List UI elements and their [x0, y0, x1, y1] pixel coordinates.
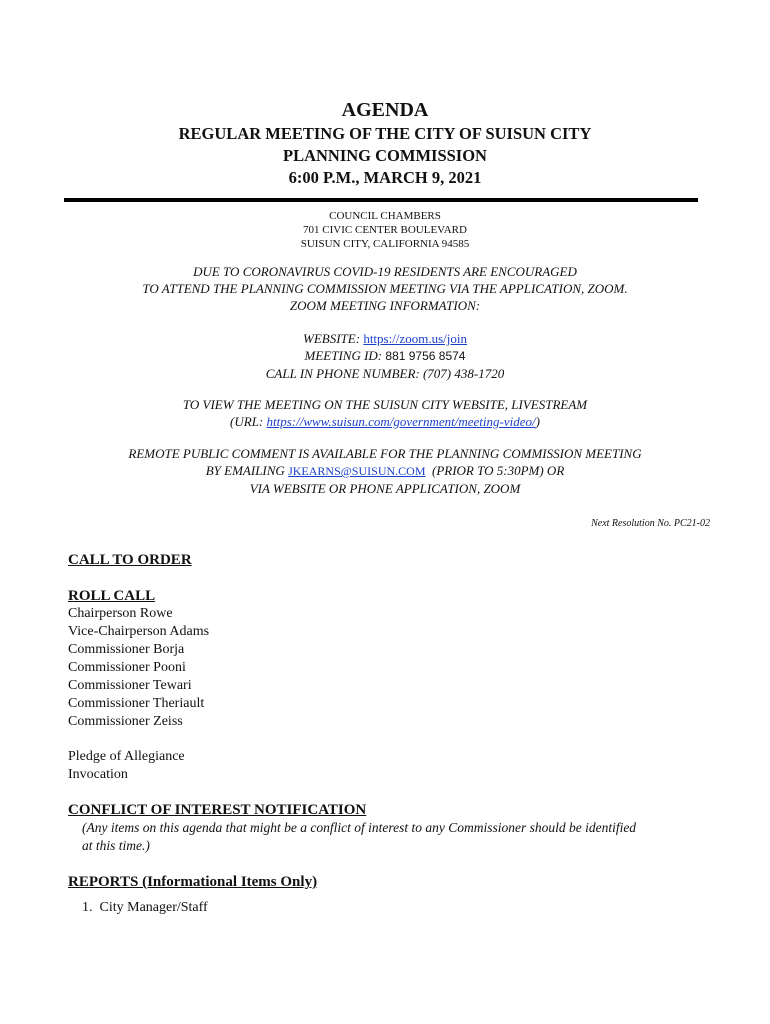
covid-notice — [0, 263, 770, 314]
covid-line-1: DUE TO CORONAVIRUS COVID-19 RESIDENTS ARE ENCOURAGED — [193, 264, 577, 279]
meeting-id-label: MEETING ID: — [304, 348, 383, 363]
roll-call-section — [68, 587, 718, 731]
roll-call-member: Chairperson Rowe — [68, 606, 173, 621]
conflict-heading: CONFLICT OF INTEREST NOTIFICATION — [68, 802, 367, 818]
list-item: 1. City Manager/Staff — [82, 900, 208, 915]
roll-call-member: Commissioner Borja — [68, 642, 185, 657]
call-to-order-heading: CALL TO ORDER — [68, 552, 192, 568]
reports-section — [68, 873, 718, 917]
next-resolution-number: Next Resolution No. PC21-02 — [591, 518, 710, 529]
meeting-id-value: 881 9756 8574 — [385, 349, 466, 363]
roll-call-member: Commissioner Zeiss — [68, 714, 183, 729]
header-divider — [64, 198, 698, 202]
remote-comment-info — [0, 445, 770, 497]
email-link[interactable]: JKEARNS@SUISUN.COM — [288, 464, 426, 478]
livestream-url-line — [0, 413, 770, 430]
agenda-title: AGENDA — [341, 99, 429, 121]
roll-call-member: Commissioner Tewari — [68, 678, 192, 693]
agenda-header — [0, 97, 770, 189]
address-line-1: COUNCIL CHAMBERS — [329, 210, 441, 222]
call-to-order-section — [68, 551, 718, 569]
remote-line-1: REMOTE PUBLIC COMMENT IS AVAILABLE FOR THE PLANNING COMMISSION MEETING — [128, 446, 642, 461]
address-line-3: SUISUN CITY, CALIFORNIA 94585 — [300, 238, 470, 250]
livestream-url-suffix: ) — [535, 414, 540, 429]
zoom-info — [0, 330, 770, 382]
meeting-name: REGULAR MEETING OF THE CITY OF SUISUN CITY — [178, 124, 592, 143]
remote-line-2-suffix: (PRIOR TO 5:30PM) OR — [425, 463, 565, 478]
zoom-join-link[interactable]: https://zoom.us/join — [363, 331, 467, 346]
zoom-phone-line: CALL IN PHONE NUMBER: (707) 438-1720 — [265, 366, 505, 381]
livestream-info — [0, 396, 770, 430]
livestream-line-1: TO VIEW THE MEETING ON THE SUISUN CITY WEBSITE, LIVESTREAM — [182, 397, 588, 412]
remote-line-3: VIA WEBSITE OR PHONE APPLICATION, ZOOM — [249, 481, 521, 496]
zoom-website-line — [0, 330, 770, 347]
opening-section — [68, 748, 718, 784]
roll-call-member: Vice-Chairperson Adams — [68, 624, 210, 639]
invocation: Invocation — [68, 767, 128, 782]
website-label: WEBSITE: — [303, 331, 361, 346]
zoom-meeting-id-line — [0, 347, 770, 365]
roll-call-member: Commissioner Theriault — [68, 696, 205, 711]
pledge-of-allegiance: Pledge of Allegiance — [68, 749, 185, 764]
roll-call-member: Commissioner Pooni — [68, 660, 186, 675]
commission-name: PLANNING COMMISSION — [283, 146, 487, 165]
conflict-note-line-1: (Any items on this agenda that might be a conflict of interest to any Commissioner should be identified — [82, 820, 637, 835]
address-line-2: 701 CIVIC CENTER BOULEVARD — [303, 224, 467, 236]
covid-line-2: TO ATTEND THE PLANNING COMMISSION MEETING VIA THE APPLICATION, ZOOM. — [142, 281, 628, 296]
livestream-url-prefix: (URL: — [230, 414, 267, 429]
meeting-address — [0, 209, 770, 251]
conflict-note-line-2: at this time.) — [82, 838, 150, 853]
reports-heading: REPORTS (Informational Items Only) — [68, 874, 318, 890]
conflict-section — [68, 801, 718, 855]
meeting-datetime: 6:00 P.M., MARCH 9, 2021 — [288, 168, 482, 187]
covid-line-3: ZOOM MEETING INFORMATION: — [289, 298, 481, 313]
remote-line-2 — [0, 462, 770, 480]
roll-call-heading: ROLL CALL — [68, 588, 156, 604]
remote-line-2-prefix: BY EMAILING — [205, 463, 289, 478]
livestream-link[interactable]: https://www.suisun.com/government/meeting-video/ — [266, 414, 536, 429]
